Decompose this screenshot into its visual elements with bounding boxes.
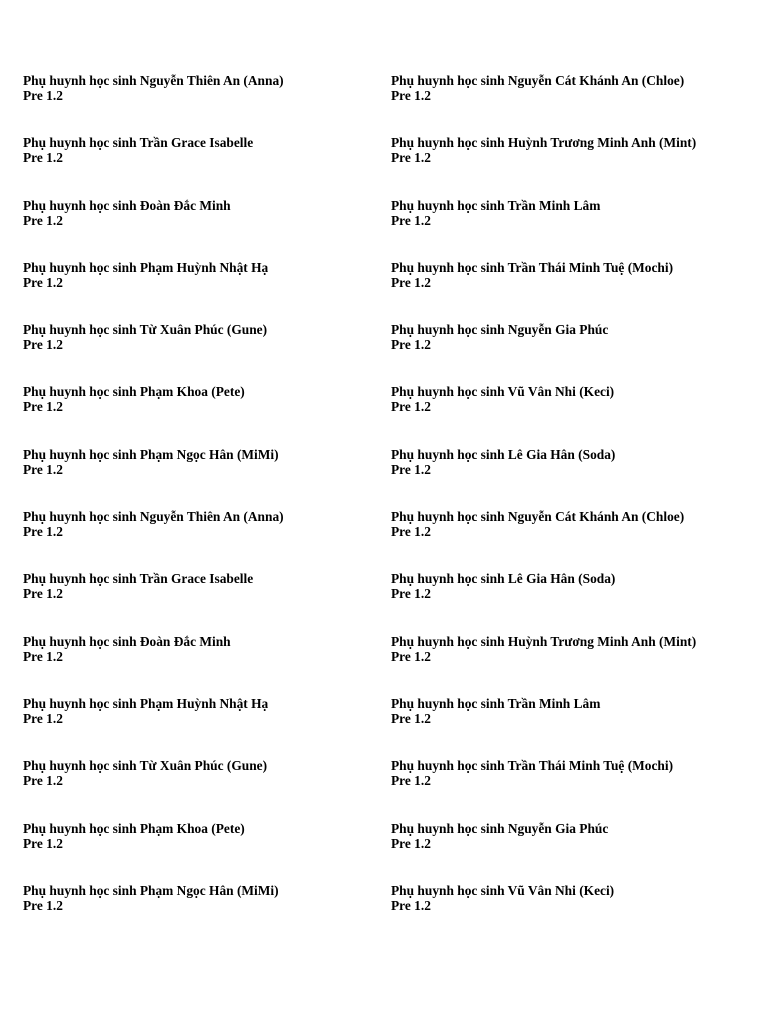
class-name: Pre 1.2 <box>391 337 431 353</box>
address-label <box>391 447 743 509</box>
recipient-name: Phụ huynh học sinh Từ Xuân Phúc (Gune) <box>23 758 268 774</box>
address-label <box>23 322 391 384</box>
address-label <box>23 384 391 446</box>
recipient-name: Phụ huynh học sinh Huỳnh Trương Minh Anh (Mint) <box>391 633 697 649</box>
address-label <box>391 571 743 633</box>
class-name: Pre 1.2 <box>391 897 431 913</box>
address-label <box>391 821 743 883</box>
class-name: Pre 1.2 <box>391 524 431 540</box>
address-label <box>391 634 743 696</box>
recipient-name: Phụ huynh học sinh Trần Grace Isabelle <box>23 135 254 151</box>
class-name: Pre 1.2 <box>23 274 63 290</box>
class-name: Pre 1.2 <box>23 897 63 913</box>
class-name: Pre 1.2 <box>23 835 63 851</box>
address-label <box>23 260 391 322</box>
class-name: Pre 1.2 <box>23 399 63 415</box>
class-name: Pre 1.2 <box>391 835 431 851</box>
address-label <box>23 509 391 571</box>
recipient-name: Phụ huynh học sinh Lê Gia Hân (Soda) <box>391 571 616 587</box>
recipient-name: Phụ huynh học sinh Phạm Ngọc Hân (MiMi) <box>23 882 279 898</box>
recipient-name: Phụ huynh học sinh Nguyễn Thiên An (Anna) <box>23 73 284 88</box>
address-label <box>391 883 743 945</box>
recipient-name: Phụ huynh học sinh Nguyễn Cát Khánh An (Chloe) <box>391 73 685 88</box>
class-name: Pre 1.2 <box>23 773 63 789</box>
class-name: Pre 1.2 <box>391 648 431 664</box>
recipient-name: Phụ huynh học sinh Lê Gia Hân (Soda) <box>391 446 616 462</box>
address-label <box>391 758 743 820</box>
recipient-name: Phụ huynh học sinh Đoàn Đắc Minh <box>23 633 231 649</box>
class-name: Pre 1.2 <box>23 524 63 540</box>
class-name: Pre 1.2 <box>23 212 63 228</box>
class-name: Pre 1.2 <box>23 586 63 602</box>
address-label <box>391 696 743 758</box>
address-label <box>23 73 391 135</box>
recipient-name: Phụ huynh học sinh Phạm Huỳnh Nhật Hạ <box>23 695 269 711</box>
class-name: Pre 1.2 <box>23 648 63 664</box>
recipient-name: Phụ huynh học sinh Vũ Vân Nhi (Keci) <box>391 882 615 898</box>
recipient-name: Phụ huynh học sinh Phạm Khoa (Pete) <box>23 820 245 836</box>
address-label <box>23 135 391 197</box>
address-label <box>23 447 391 509</box>
class-name: Pre 1.2 <box>391 710 431 726</box>
recipient-name: Phụ huynh học sinh Phạm Khoa (Pete) <box>23 384 245 400</box>
class-name: Pre 1.2 <box>23 337 63 353</box>
address-label <box>391 135 743 197</box>
recipient-name: Phụ huynh học sinh Trần Grace Isabelle <box>23 571 254 587</box>
address-label <box>23 821 391 883</box>
class-name: Pre 1.2 <box>23 88 63 103</box>
address-label <box>391 322 743 384</box>
recipient-name: Phụ huynh học sinh Từ Xuân Phúc (Gune) <box>23 322 268 338</box>
class-name: Pre 1.2 <box>23 461 63 477</box>
class-name: Pre 1.2 <box>391 461 431 477</box>
class-name: Pre 1.2 <box>23 710 63 726</box>
class-name: Pre 1.2 <box>23 150 63 166</box>
recipient-name: Phụ huynh học sinh Huỳnh Trương Minh Anh (Mint) <box>391 135 697 151</box>
recipient-name: Phụ huynh học sinh Nguyễn Gia Phúc <box>391 322 609 338</box>
address-label <box>391 260 743 322</box>
address-label <box>23 634 391 696</box>
class-name: Pre 1.2 <box>391 586 431 602</box>
address-label <box>23 883 391 945</box>
address-label <box>391 384 743 446</box>
address-label <box>23 696 391 758</box>
address-label <box>391 73 743 135</box>
class-name: Pre 1.2 <box>391 88 431 103</box>
recipient-name: Phụ huynh học sinh Phạm Huỳnh Nhật Hạ <box>23 259 269 275</box>
label-grid <box>23 73 743 945</box>
class-name: Pre 1.2 <box>391 274 431 290</box>
class-name: Pre 1.2 <box>391 150 431 166</box>
recipient-name: Phụ huynh học sinh Trần Minh Lâm <box>391 695 601 711</box>
address-label <box>391 198 743 260</box>
recipient-name: Phụ huynh học sinh Trần Thái Minh Tuệ (Mochi) <box>391 259 674 275</box>
recipient-name: Phụ huynh học sinh Đoàn Đắc Minh <box>23 197 231 213</box>
recipient-name: Phụ huynh học sinh Nguyễn Gia Phúc <box>391 820 609 836</box>
recipient-name: Phụ huynh học sinh Phạm Ngọc Hân (MiMi) <box>23 446 279 462</box>
address-label <box>23 571 391 633</box>
address-label <box>23 758 391 820</box>
recipient-name: Phụ huynh học sinh Trần Thái Minh Tuệ (Mochi) <box>391 758 674 774</box>
address-label <box>391 509 743 571</box>
class-name: Pre 1.2 <box>391 399 431 415</box>
recipient-name: Phụ huynh học sinh Nguyễn Cát Khánh An (Chloe) <box>391 509 685 525</box>
recipient-name: Phụ huynh học sinh Trần Minh Lâm <box>391 197 601 213</box>
recipient-name: Phụ huynh học sinh Vũ Vân Nhi (Keci) <box>391 384 615 400</box>
address-label <box>23 198 391 260</box>
recipient-name: Phụ huynh học sinh Nguyễn Thiên An (Anna) <box>23 509 284 525</box>
class-name: Pre 1.2 <box>391 773 431 789</box>
class-name: Pre 1.2 <box>391 212 431 228</box>
